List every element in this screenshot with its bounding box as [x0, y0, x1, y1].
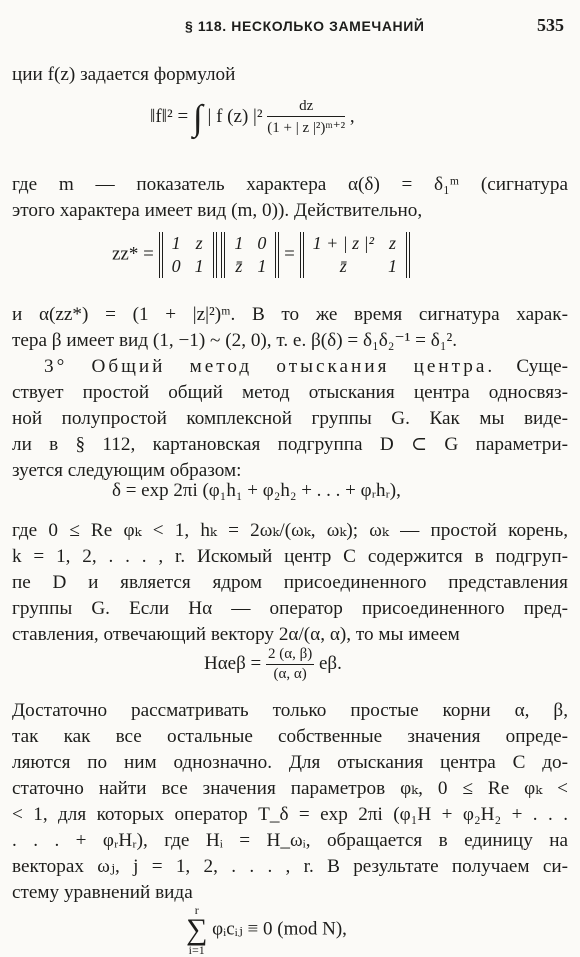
text-line: где m — показатель характера α(δ) = δ₁ᵐ (сигнатура — [12, 174, 568, 195]
m1-d: 1 — [194, 256, 204, 276]
m1-c: 0 — [171, 256, 181, 276]
m2-a: 1 — [234, 233, 244, 253]
matrix-3 — [300, 232, 410, 278]
sum-equation — [186, 904, 347, 956]
m3-c: z̄ — [339, 256, 347, 276]
text-line: ной полупростой комплексной группы G. Как мы виде- — [12, 408, 568, 429]
matrix-equation: zz* = 1 z 0 1 1 0 z̄ 1 = 1 + | z |² z z̄ 1 — [112, 232, 410, 278]
norm-denominator: (1 + | z |²)ᵐ⁺² — [267, 120, 346, 136]
norm-numerator: dz — [267, 98, 345, 117]
text-line: ции f(z) задается формулой — [12, 64, 236, 85]
text-line: статочно найти все значения параметров φₖ, 0 ≤ Re φₖ < — [12, 778, 568, 799]
page-number: 535 — [537, 15, 564, 35]
text-line: этого характера имеет вид (m, 0)). Действительно, — [12, 200, 423, 221]
norm-integrand: | f (z) |² — [207, 105, 263, 127]
m2-c: z̄ — [235, 256, 243, 276]
text-line: ставления, отвечающий вектору 2α/(α, α), то мы имеем — [12, 624, 460, 645]
norm-formula — [150, 98, 355, 137]
h-denominator: (α, α) — [273, 666, 307, 682]
m1-a: 1 — [171, 233, 181, 253]
h-rhs: eβ. — [318, 652, 342, 674]
text-line: стему уравнений вида — [12, 882, 193, 903]
summation-sign: r ∑ i=1 — [186, 903, 208, 957]
text-line: так как все остальные собственные значения опреде- — [12, 726, 568, 747]
text-line: зуется следующим образом: — [12, 460, 242, 481]
m2-d: 1 — [257, 256, 267, 276]
matrix-2 — [221, 232, 279, 278]
norm-comma: , — [349, 105, 355, 127]
text-line: ляются по ним однозначно. Для отыскания центра C до- — [12, 752, 568, 773]
sum-lower-limit: i=1 — [188, 943, 205, 957]
text-line: k = 1, 2, . . . , r. Искомый центр C содержится в подгруп- — [12, 546, 568, 567]
m2-b: 0 — [257, 233, 267, 253]
h-alpha-formula — [204, 646, 342, 683]
text-line: и α(zz*) = (1 + |z|²)ᵐ. В то же время сигнатура харак- — [12, 304, 568, 325]
sum-upper-limit: r — [194, 903, 199, 917]
m3-b: z — [389, 233, 397, 253]
text-line: . . . + φᵣHᵣ), где Hᵢ = H_ωᵢ, обращается в единицу на — [12, 830, 568, 851]
h-numerator: 2 (α, β) — [266, 646, 314, 665]
text-line: ли в § 112, картановская подгруппа D ⊂ G параметри- — [12, 434, 568, 455]
text-line: группы G. Если Hα — оператор присоединенного пред- — [12, 598, 568, 619]
paragraph-heading-line — [12, 354, 568, 380]
text-line: тера β имеет вид (1, −1) ~ (2, 0), т. е. β(δ) = δ₁δ₂⁻¹ = δ₁². — [12, 330, 458, 351]
text-line: векторах ωⱼ, j = 1, 2, . . . , r. В результате получаем си- — [12, 856, 568, 877]
section-title: § 118. НЕСКОЛЬКО ЗАМЕЧАНИЙ — [185, 18, 425, 34]
norm-fraction — [267, 98, 345, 137]
text-line: < 1, для которых оператор T_δ = exp 2πi (φ₁H + φ₂H₂ + . . . — [12, 804, 568, 825]
sum-body: φᵢcᵢⱼ ≡ 0 (mod N), — [212, 918, 347, 940]
m3-a: 1 + | z |² — [312, 233, 375, 253]
running-header — [0, 14, 580, 40]
subsection-heading: 3° Общий метод отыскания центра. — [44, 356, 496, 377]
h-lhs: Hαeβ = — [204, 652, 262, 674]
delta-formula: δ = exp 2πi (φ₁h₁ + φ₂h₂ + . . . + φᵣhᵣ), — [112, 480, 401, 501]
m3-d: 1 — [388, 256, 398, 276]
h-fraction — [266, 646, 314, 683]
text-fragment: Суще- — [495, 356, 568, 377]
text-line: пе D и является ядром присоединенного представления — [12, 572, 568, 593]
matrix-1 — [159, 232, 217, 278]
text-line: Достаточно рассматривать только простые корни α, β, — [12, 700, 568, 721]
text-line: ствует простой общий метод отыскания центра односвяз- — [12, 382, 568, 403]
integral-sign: ∫ — [192, 97, 203, 138]
norm-lhs: ‖f‖² = — [150, 105, 189, 127]
zz-lhs: zz* = — [112, 243, 154, 265]
text-line: где 0 ≤ Re φₖ < 1, hₖ = 2ωₖ/(ωₖ, ωₖ); ωₖ — простой корень, — [12, 520, 568, 541]
m1-b: z — [195, 233, 203, 253]
